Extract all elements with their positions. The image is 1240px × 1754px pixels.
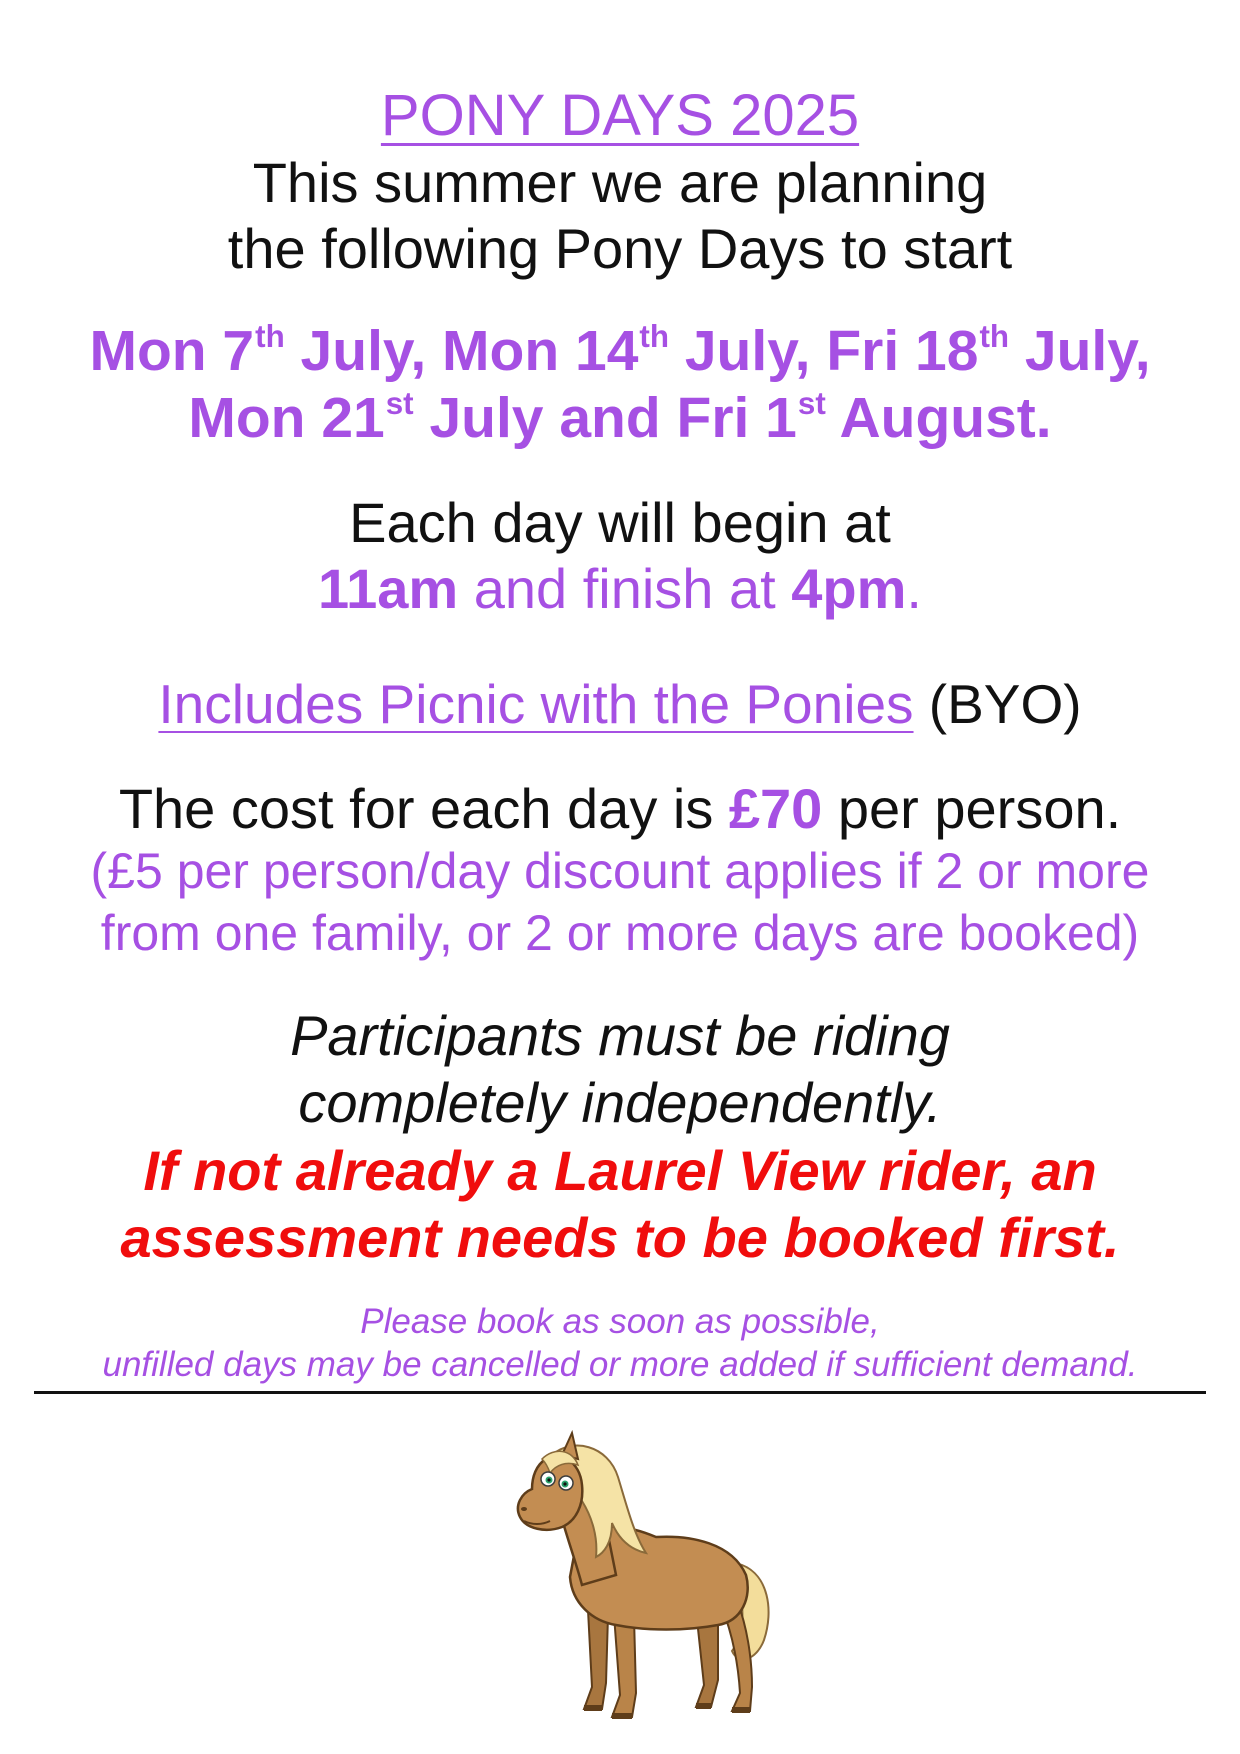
cost-amount: £70: [728, 777, 823, 840]
note-line-1: Please book as soon as possible,: [360, 1302, 880, 1341]
cost-suffix: per person.: [822, 777, 1122, 840]
requirement-line-1: Participants must be riding: [290, 1004, 950, 1067]
picnic-label: Includes Picnic with the Ponies: [158, 673, 914, 735]
date-text: Mon 7: [89, 319, 255, 383]
ordinal-suffix: th: [639, 319, 670, 355]
ordinal-suffix: st: [385, 386, 414, 422]
discount-line-2: from one family, or 2 or more days are booked): [100, 905, 1140, 961]
date-text: July, Fri 18: [669, 319, 979, 383]
discount-line-1: (£5 per person/day discount applies if 2 or more: [90, 843, 1150, 899]
page-title: [0, 82, 1240, 149]
start-time: 11am: [318, 557, 459, 620]
cost-line: [0, 776, 1240, 841]
date-text: July and Fri 1: [413, 386, 797, 450]
dates-line-2: [0, 385, 1240, 451]
date-text: July,: [1009, 319, 1151, 383]
dates-line-1: [0, 318, 1240, 384]
cost-prefix: The cost for each day is: [118, 777, 729, 840]
date-text: July, Mon 14: [284, 319, 639, 383]
ordinal-suffix: th: [979, 319, 1010, 355]
date-text: August.: [825, 386, 1052, 450]
time-connector: and finish at: [458, 557, 792, 620]
intro-line-1: This summer we are planning: [252, 151, 988, 214]
intro-line-2: the following Pony Days to start: [227, 217, 1013, 280]
pony-icon: [506, 1425, 786, 1725]
date-text: Mon 21: [188, 386, 385, 450]
end-time: 4pm: [791, 557, 907, 620]
note-line-2: unfilled days may be cancelled or more added if sufficient demand.: [102, 1345, 1138, 1384]
ordinal-suffix: st: [797, 386, 826, 422]
picnic-line: [0, 672, 1240, 736]
picnic-suffix: (BYO): [913, 673, 1082, 735]
divider: [34, 1391, 1206, 1394]
time-line-2: [0, 556, 1240, 621]
warning-line-2: assessment needs to be booked first.: [120, 1206, 1120, 1269]
ordinal-suffix: th: [255, 319, 285, 355]
warning-line-1: If not already a Laurel View rider, an: [143, 1139, 1097, 1202]
title-text: PONY DAYS 2025: [380, 83, 860, 148]
requirement-line-2: completely independently.: [298, 1071, 942, 1134]
time-period: .: [906, 557, 922, 620]
time-line-1: Each day will begin at: [349, 491, 891, 554]
